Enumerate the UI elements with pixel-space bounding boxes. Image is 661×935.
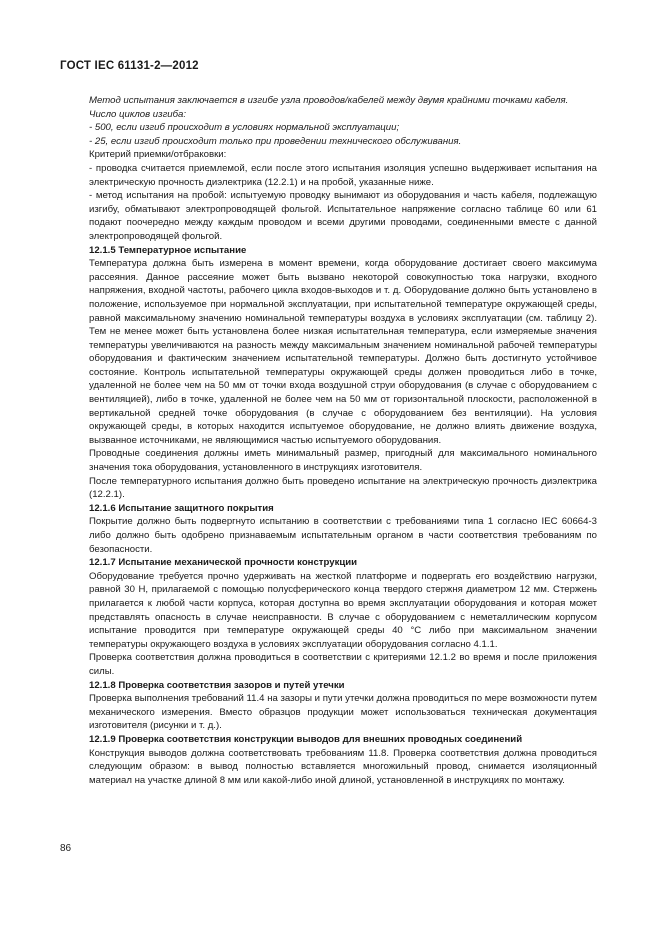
document-body xyxy=(89,94,597,787)
section-heading: 12.1.9 Проверка соответствия конструкции выводов для внешних проводных соединений xyxy=(89,733,523,745)
paragraph: Метод испытания заключается в изгибе узла проводов/кабелей между двумя крайними точками кабеля. xyxy=(89,95,569,106)
paragraph: - 500, если изгиб происходит в условиях нормальной эксплуатации; xyxy=(89,122,400,134)
paragraph: - 25, если изгиб происходит только при проведении технического обслуживания. xyxy=(89,135,462,147)
paragraph: - проводка считается приемлемой, если после этого испытания изоляция успешно выдерживает испытания на электрическую прочность диэлектрика (12.2.1) и на пробой, указанные ниже. xyxy=(89,162,597,188)
paragraph: Проводные соединения должны иметь минимальный размер, пригодный для максимального номинального значения тока оборудования, установленного в инструкциях изготовителя. xyxy=(89,448,597,474)
section-heading: 12.1.8 Проверка соответствия зазоров и путей утечки xyxy=(89,679,345,691)
paragraph: Критерий приемки/отбраковки: xyxy=(89,149,227,161)
section-heading: 12.1.5 Температурное испытание xyxy=(89,244,247,256)
paragraph: Оборудование требуется прочно удерживать на жесткой платформе и подвергать его воздействию нагрузки, равной 30 Н, прилагаемой с помощью полусферического конца твердого стержня диаметром 12 мм. Стержень прилагается к любой части корпуса, которая доступна во время эксплуатации оборудования и которая может представлять опасность в случае неисправности. В случае с оборудованием с неметаллическим корпусом испытание проводится при температуре окружающей среды 40 °С либо при максимальном значении температуры окружающего воздуха в условиях эксплуатации оборудования согласно 4.1.1. xyxy=(89,570,597,650)
paragraph: Температура должна быть измерена в момент времени, когда оборудование достигает своего максимума рассеяния. Данное рассеяние может быть вызвано некоторой совокупностью тока нагрузки, входного напряжения, входной частоты, рабочего цикла входов-выходов и т. д. Оборудование должно быть установлено в положение, используемое при нормальной эксплуатации, при испытательной температуре окружающей среды, равной максимальному значению номинальной температуры воздуха в условиях эксплуатации (см. таблицу 2). Тем не менее может быть установлена более низкая испытательная температура, если измеряемые значения температуры увеличиваются на разность между максимальным значением номинальной рабочей температуры оборудования и фактическим значением испытательной температуры. Должно быть достигнуто устойчивое состояние. Контроль испытательной температуры окружающей среды должен проводиться либо в точке, удаленной не более чем на 50 мм от точки входа воздушной струи оборудования (в случае с оборудованием с вентиляцией), либо в точке, удаленной не более чем на 50 мм от горизонтальной плоскости, расположенной в вертикальной средней точке оборудования (в случае с оборудованием без вентиляции). На условия окружающей среды, в которых находится испытуемое оборудование, не должно влиять движение воздуха, вызванное источниками, не являющимися частью испытуемого оборудования. xyxy=(89,258,597,446)
paragraph: Покрытие должно быть подвергнуто испытанию в соответствии с требованиями типа 1 согласно IEC 60664-3 либо должно быть одобрено признаваемым испытательным органом в части соответствия требованиям по безопасности. xyxy=(89,516,597,555)
document-header: ГОСТ IEC 61131-2—2012 xyxy=(60,60,199,72)
paragraph: Число циклов изгиба: xyxy=(89,108,187,120)
paragraph: После температурного испытания должно быть проведено испытание на электрическую прочность диэлектрика (12.2.1). xyxy=(89,475,597,501)
page-number: 86 xyxy=(60,843,72,854)
section-heading: 12.1.6 Испытание защитного покрытия xyxy=(89,502,274,514)
paragraph: Проверка выполнения требований 11.4 на зазоры и пути утечки должна проводиться по мере возможности путем механического измерения. Вместо образцов продукции может использоваться техническая документация изготовителя (рисунки и т. д.). xyxy=(89,693,597,732)
paragraph: Конструкция выводов должна соответствовать требованиям 11.8. Проверка соответствия должна проводиться следующим образом: в вывод полностью вставляется многожильный провод, снимается изоляционный материал на участке длиной 8 мм или какой-либо иной длиной, установленной в инструкциях по монтажу. xyxy=(89,747,597,786)
paragraph: Проверка соответствия должна проводиться в соответствии с критериями 12.1.2 во время и после приложения силы. xyxy=(89,652,597,677)
paragraph: - метод испытания на пробой: испытуемую проводку вынимают из оборудования и часть кабеля, подлежащую изгибу, обматывают электропроводящей фольгой. Испытательное напряжение согласно таблице 60 или 61 подают поочередно между каждым проводом и всеми другими проводами, соединенными вместе с данной электропроводящей фольгой. xyxy=(89,190,597,242)
section-heading: 12.1.7 Испытание механической прочности конструкции xyxy=(89,557,358,569)
